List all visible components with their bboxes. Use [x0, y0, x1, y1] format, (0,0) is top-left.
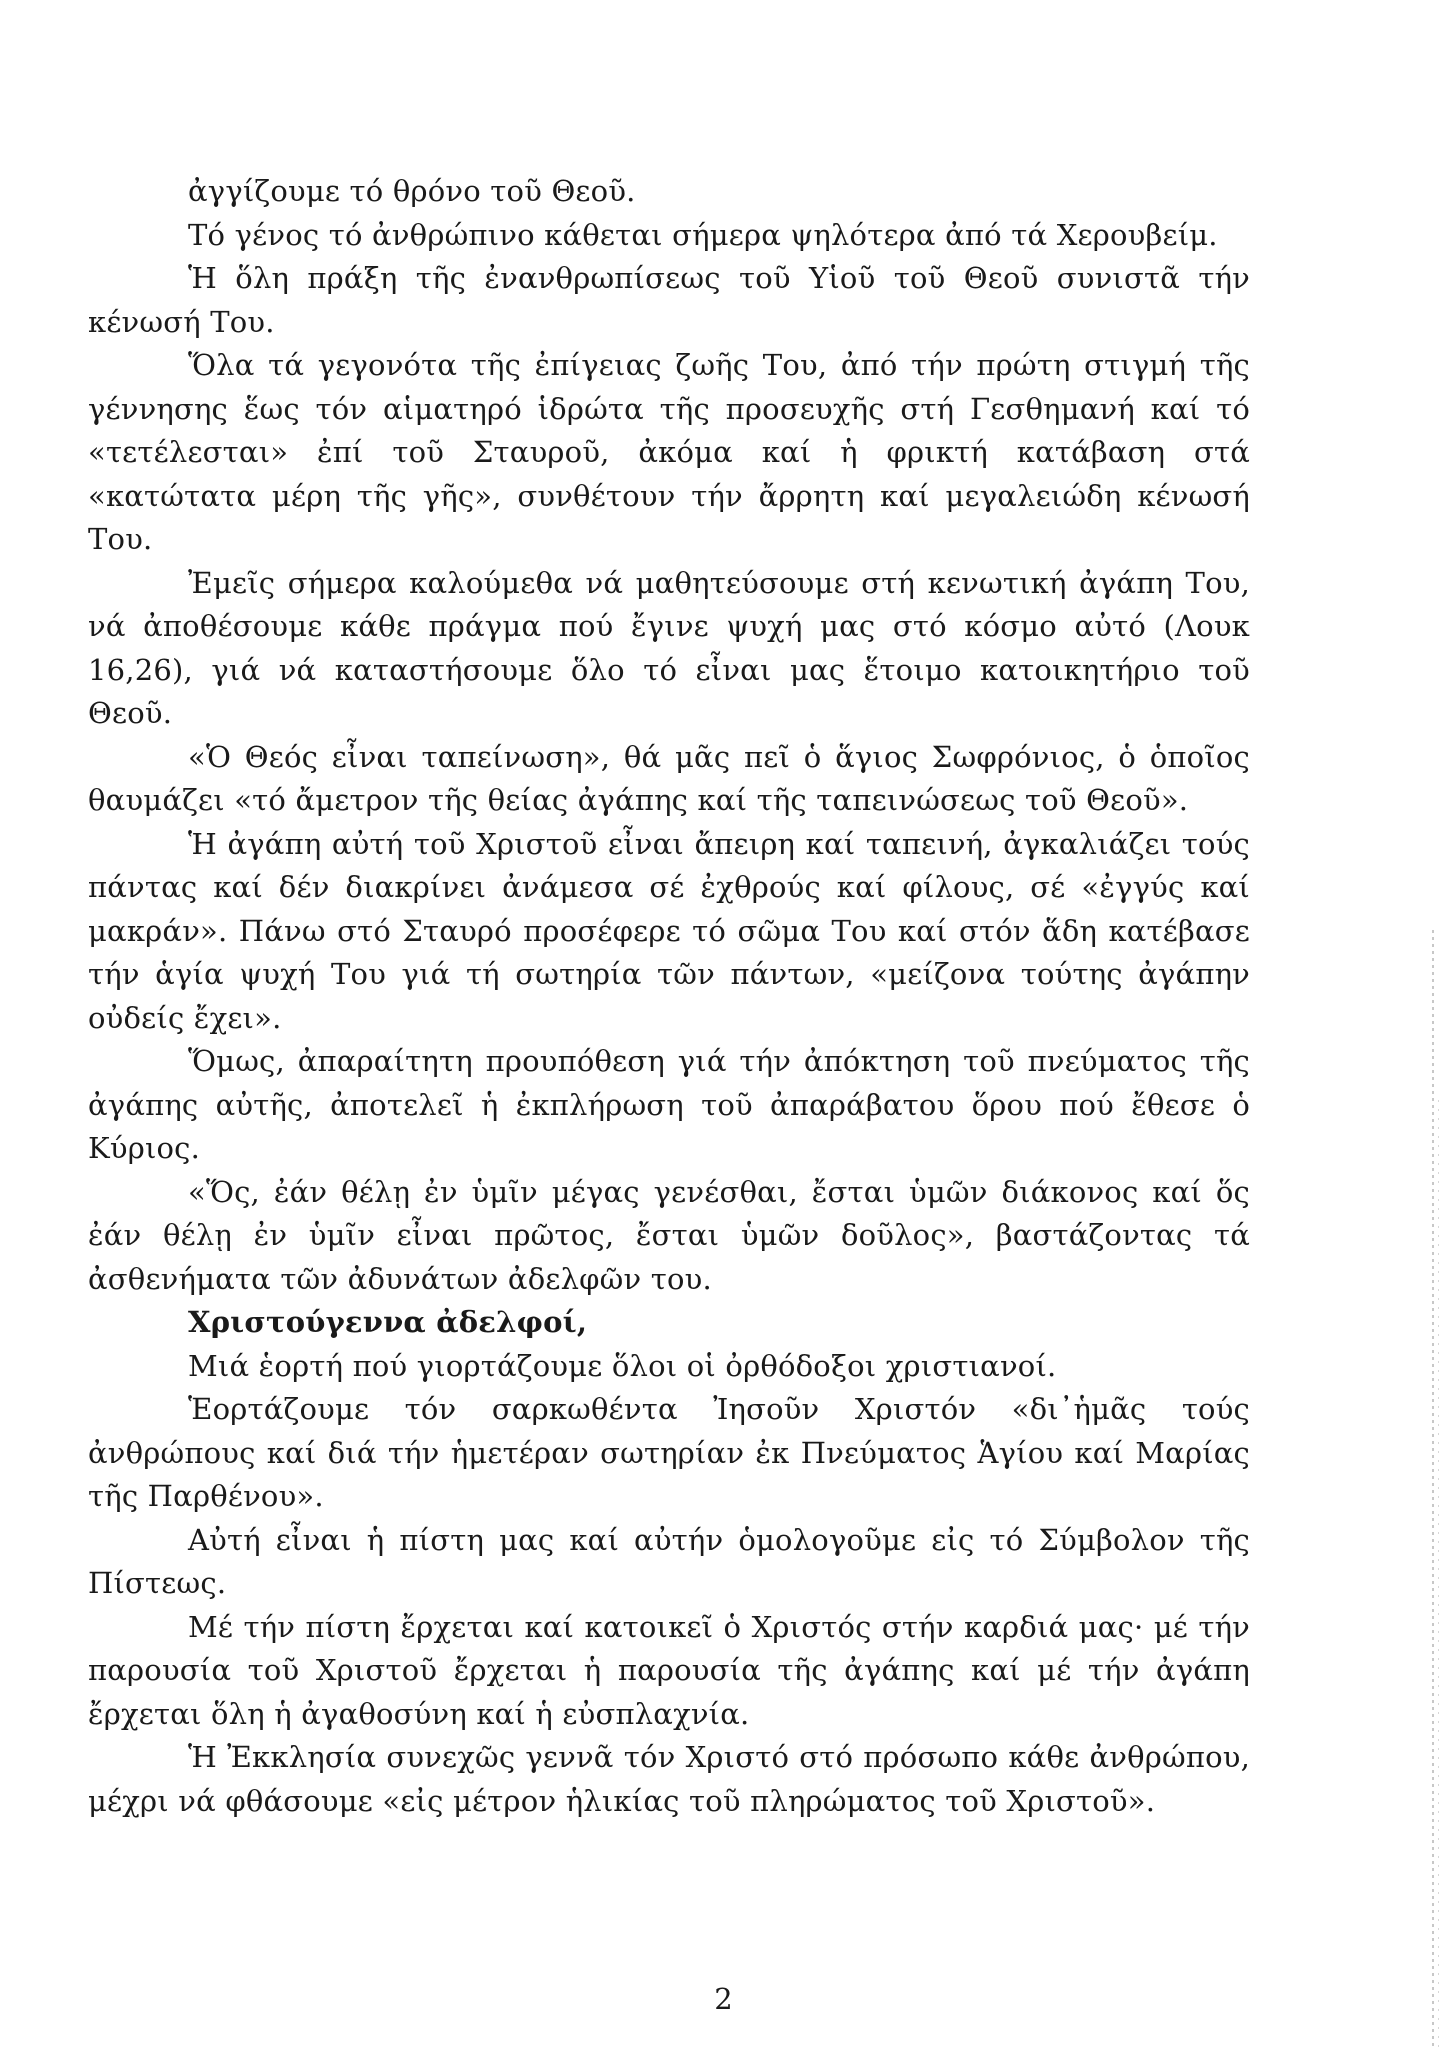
paragraph: Μέ τήν πίστη ἔρχεται καί κατοικεῖ ὁ Χριστός στήν καρδιά μας· μέ τήν παρουσία τοῦ Χριστοῦ ἔρχεται ἡ παρουσία τῆς ἀγάπης καί μέ τήν ἀγάπη ἔρχεται ὅλη ἡ ἀγαθοσύνη καί ἡ εὐσπλαχνία.	[88, 1609, 1250, 1731]
paragraph: ἀγγίζουμε τό θρόνο τοῦ Θεοῦ.	[188, 174, 636, 208]
paragraph: «Ὁ Θεός εἶναι ταπείνωση», θά μᾶς πεῖ ὁ ἅγιος Σωφρόνιος, ὁ ὁποῖος θαυμάζει «τό ἄμετρον τῆς θείας ἀγάπης καί τῆς ταπεινώσεως τοῦ Θεοῦ».	[88, 739, 1250, 817]
paragraph: Αὐτή εἶναι ἡ πίστη μας καί αὐτήν ὁμολογοῦμε εἰς τό Σύμβολον τῆς Πίστεως.	[88, 1522, 1250, 1600]
scan-edge-artifact	[1432, 930, 1434, 2048]
paragraph: «Ὅς, ἐάν θέλῃ ἐν ὑμῖν μέγας γενέσθαι, ἔσται ὑμῶν διάκονος καί ὅς ἐάν θέλῃ ἐν ὑμῖν εἶναι πρῶτος, ἔσται ὑμῶν δοῦλος», βαστάζοντας τά ἀσθενήματα τῶν ἀδυνάτων ἀδελφῶν του.	[88, 1174, 1250, 1296]
paragraph: Ἑορτάζουμε τόν σαρκωθέντα Ἰησοῦν Χριστόν «δι᾽ἡμᾶς τούς ἀνθρώπους καί διά τήν ἡμετέραν σωτηρίαν ἐκ Πνεύματος Ἁγίου καί Μαρίας τῆς Παρθένου».	[88, 1392, 1250, 1513]
paragraph: Ἡ ὅλη πράξη τῆς ἐνανθρωπίσεως τοῦ Υἱοῦ τοῦ Θεοῦ συνιστᾶ τήν κένωσή Του.	[88, 261, 1250, 339]
paragraph: Ἡ ἀγάπη αὐτή τοῦ Χριστοῦ εἶναι ἄπειρη καί ταπεινή, ἀγκαλιάζει τούς πάντας καί δέν διακρίνει ἀνάμεσα σέ ἐχθρούς καί φίλους, σέ «ἐγγύς καί μακράν». Πάνω στό Σταυρό προσέφερε τό σῶμα Του καί στόν ἅδη κατέβασε τήν ἁγία ψυχή Του γιά τή σωτηρία τῶν πάντων, «μείζονα τούτης ἀγάπην οὐδείς ἔχει».	[88, 826, 1250, 1035]
page-body	[88, 170, 1250, 1823]
scan-edge-artifact	[1438, 1100, 1439, 2048]
section-heading: Χριστούγεννα ἀδελφοί,	[188, 1305, 588, 1339]
page-number: 2	[714, 1982, 733, 2016]
paragraph: Ὅμως, ἀπαραίτητη προυπόθεση γιά τήν ἀπόκτηση τοῦ πνεύματος τῆς ἀγάπης αὐτῆς, ἀποτελεῖ ἡ ἐκπλήρωση τοῦ ἀπαράβατου ὅρου πού ἔθεσε ὁ Κύριος.	[88, 1044, 1250, 1165]
paragraph: Ἡ Ἐκκλησία συνεχῶς γεννᾶ τόν Χριστό στό πρόσωπο κάθε ἀνθρώπου, μέχρι νά φθάσουμε «εἰς μέτρον ἡλικίας τοῦ πληρώματος τοῦ Χριστοῦ».	[88, 1740, 1250, 1818]
paragraph: Ἐμεῖς σήμερα καλούμεθα νά μαθητεύσουμε στή κενωτική ἀγάπη Του, νά ἀποθέσουμε κάθε πράγμα πού ἔγινε ψυχή μας στό κόσμο αὐτό (Λουκ 16,26), γιά νά καταστήσουμε ὅλο τό εἶναι μας ἕτοιμο κατοικητήριο τοῦ Θεοῦ.	[88, 565, 1250, 730]
paragraph: Μιά ἑορτή πού γιορτάζουμε ὅλοι οἱ ὀρθόδοξοι χριστιανοί.	[188, 1348, 1057, 1383]
paragraph: Ὅλα τά γεγονότα τῆς ἐπίγειας ζωῆς Του, ἀπό τήν πρώτη στιγμή τῆς γέννησης ἕως τόν αἱματηρό ἱδρώτα τῆς προσευχῆς στή Γεσθημανή καί τό «τετέλεσται» ἐπί τοῦ Σταυροῦ, ἀκόμα καί ἡ φρικτή κατάβαση στά «κατώτατα μέρη τῆς γῆς», συνθέτουν τήν ἄρρητη καί μεγαλειώδη κένωσή Του.	[88, 348, 1250, 556]
paragraph: Τό γένος τό ἀνθρώπινο κάθεται σήμερα ψηλότερα ἀπό τά Χερουβείμ.	[188, 217, 1218, 252]
